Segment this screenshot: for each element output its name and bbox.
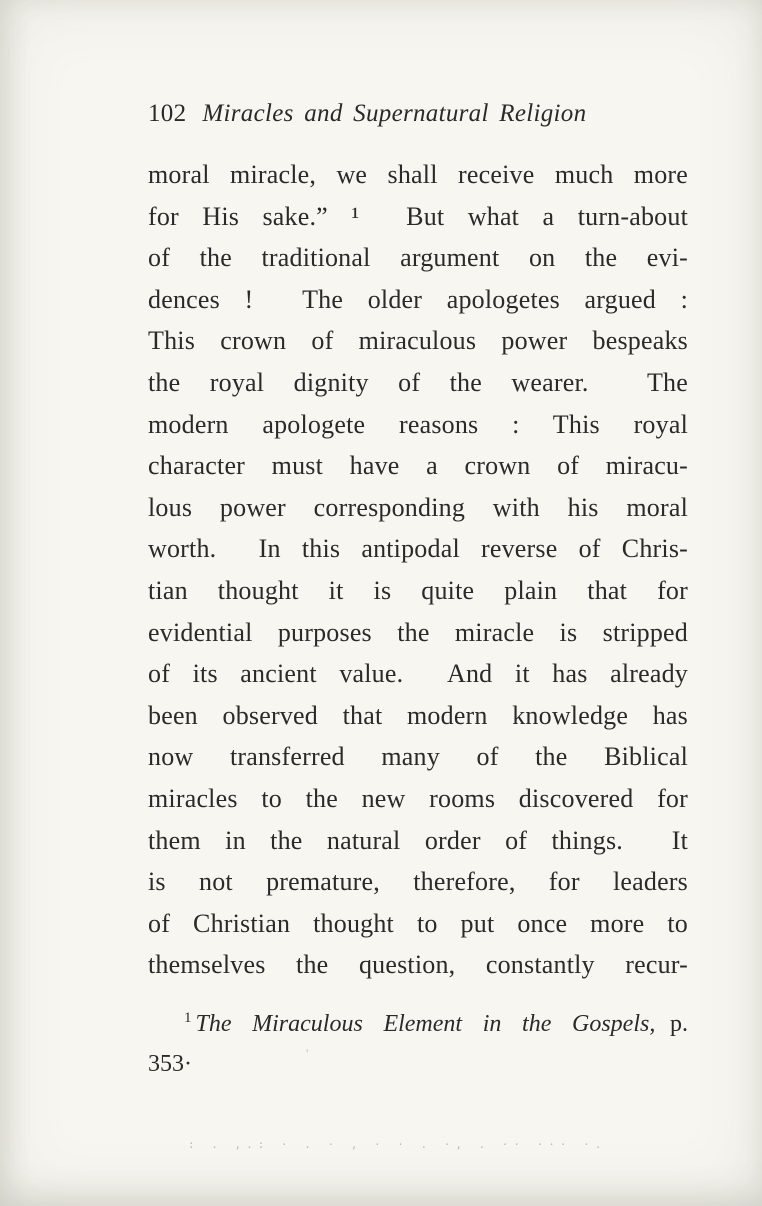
text-line: of Christian thought to put once more to	[148, 908, 688, 938]
running-title: Miracles and Supernatural Religion	[202, 100, 587, 127]
footnote-marker: 1	[184, 1010, 192, 1026]
footnote	[148, 998, 688, 1084]
scan-noise-speckles: : . ,.: · . · , · · . ·, . ·· ··· ·.	[188, 1138, 607, 1151]
text-line: dences ! The older apologetes argued :	[148, 284, 688, 314]
text-line: tian thought it is quite plain that for	[148, 575, 688, 605]
text-line: them in the natural order of things. It	[148, 825, 688, 855]
text-line: now transferred many of the Biblical	[148, 742, 688, 772]
text-line: This crown of miraculous power bespeaks	[148, 326, 688, 356]
text-line: is not premature, therefore, for leaders	[148, 867, 688, 897]
text-line: themselves the question, constantly recur-	[148, 950, 688, 980]
text-line: for His sake.” ¹ But what a turn-about	[148, 201, 688, 231]
text-line: the royal dignity of the wearer. The	[148, 367, 688, 397]
text-line: modern apologete reasons : This royal	[148, 409, 688, 439]
page-number: 102	[148, 100, 187, 127]
text-line: evidential purposes the miracle is stripped	[148, 617, 688, 647]
footnote-page-number: 353·	[148, 1051, 192, 1077]
text-line: been observed that modern knowledge has	[148, 700, 688, 730]
text-line: of the traditional argument on the evi-	[148, 243, 688, 273]
text-line: miracles to the new rooms discovered for	[148, 783, 688, 813]
scan-stray-mark: '	[306, 1046, 309, 1061]
footnote-title: The Miraculous Element in the Gospels,	[195, 1011, 656, 1037]
text-line: worth. In this antipodal reverse of Chris-	[148, 534, 688, 564]
footnote-page-abbrev: p.	[670, 1011, 688, 1037]
text-line: lous power corresponding with his moral	[148, 492, 688, 522]
text-line: character must have a crown of miracu-	[148, 451, 688, 481]
text-line: of its ancient value. And it has already	[148, 659, 688, 689]
body-text	[148, 154, 688, 986]
footnote-line	[148, 998, 688, 1044]
text-line: moral miracle, we shall receive much more	[148, 160, 688, 189]
page-header	[148, 100, 688, 128]
